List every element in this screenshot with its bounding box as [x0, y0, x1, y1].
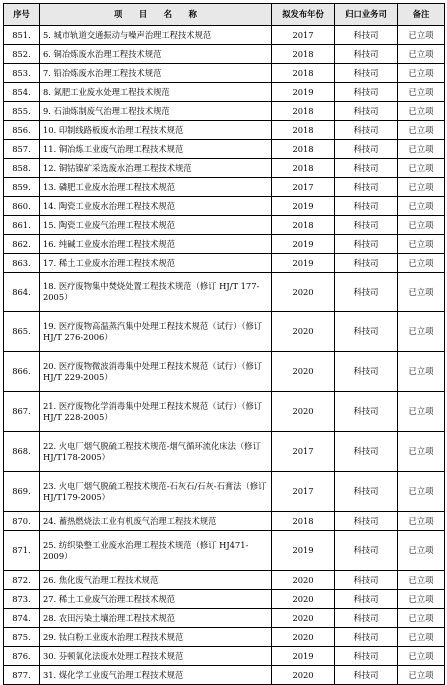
row-no: 868. [4, 432, 40, 472]
row-year: 2018 [272, 512, 335, 531]
row-dept: 科技司 [335, 472, 398, 512]
row-note: 已立项 [398, 140, 445, 159]
table-row [4, 273, 445, 312]
row-name: 13. 磷肥工业废水治理工程技术规范 [40, 178, 272, 197]
row-year: 2017 [272, 178, 335, 197]
row-note: 已立项 [398, 26, 445, 45]
row-dept: 科技司 [335, 197, 398, 216]
row-note: 已立项 [398, 628, 445, 647]
row-year: 2020 [272, 666, 335, 685]
row-note: 已立项 [398, 512, 445, 531]
row-name: 9. 石油炼制废气治理工程技术规范 [40, 102, 272, 121]
table-row [4, 590, 445, 609]
table-row [4, 26, 445, 45]
row-name: 31. 煤化学工业废气治理工程技术规范 [40, 666, 272, 685]
row-dept: 科技司 [335, 45, 398, 64]
row-year: 2017 [272, 472, 335, 512]
row-name: 26. 焦化废气治理工程技术规范 [40, 571, 272, 590]
row-dept: 科技司 [335, 531, 398, 571]
row-name: 29. 钛白粉工业废水治理工程技术规范 [40, 628, 272, 647]
row-dept: 科技司 [335, 432, 398, 472]
row-no: 857. [4, 140, 40, 159]
header-dept: 归口业务司 [335, 4, 398, 26]
row-dept: 科技司 [335, 216, 398, 235]
table-row [4, 197, 445, 216]
table-row [4, 121, 445, 140]
row-no: 861. [4, 216, 40, 235]
table-row [4, 159, 445, 178]
row-no: 854. [4, 83, 40, 102]
table-row [4, 216, 445, 235]
row-name: 27. 稀土工业废气治理工程技术规范 [40, 590, 272, 609]
table-row [4, 531, 445, 571]
table-row [4, 432, 445, 472]
row-year: 2018 [272, 45, 335, 64]
row-dept: 科技司 [335, 392, 398, 432]
row-no: 852. [4, 45, 40, 64]
header-no: 序号 [4, 4, 40, 26]
row-name: 7. 铅冶炼废水治理工程技术规范 [40, 64, 272, 83]
row-note: 已立项 [398, 102, 445, 121]
row-note: 已立项 [398, 235, 445, 254]
row-dept: 科技司 [335, 178, 398, 197]
row-no: 860. [4, 197, 40, 216]
row-year: 2020 [272, 590, 335, 609]
row-no: 851. [4, 26, 40, 45]
row-year: 2020 [272, 392, 335, 432]
header-year: 拟发布年份 [272, 4, 335, 26]
row-year: 2019 [272, 254, 335, 273]
table-row [4, 666, 445, 685]
row-name: 15. 陶瓷工业废气治理工程技术规范 [40, 216, 272, 235]
row-no: 856. [4, 121, 40, 140]
row-no: 858. [4, 159, 40, 178]
table-row [4, 178, 445, 197]
table-row [4, 64, 445, 83]
row-no: 876. [4, 647, 40, 666]
row-note: 已立项 [398, 312, 445, 352]
row-name: 25. 纺织染整工业废水治理工程技术规范（修订 HJ471-2009） [40, 531, 272, 571]
row-name: 17. 稀土工业废水治理工程技术规范 [40, 254, 272, 273]
row-note: 已立项 [398, 216, 445, 235]
row-dept: 科技司 [335, 64, 398, 83]
row-no: 874. [4, 609, 40, 628]
row-no: 877. [4, 666, 40, 685]
row-no: 875. [4, 628, 40, 647]
row-name: 5. 城市轨道交通振动与噪声治理工程技术规范 [40, 26, 272, 45]
row-name: 23. 火电厂烟气脱硫工程技术规范-石灰石/石灰-石膏法（修订 HJ/T179-2005） [40, 472, 272, 512]
row-year: 2018 [272, 216, 335, 235]
row-no: 873. [4, 590, 40, 609]
row-note: 已立项 [398, 45, 445, 64]
row-note: 已立项 [398, 178, 445, 197]
row-name: 21. 医疗废物化学消毒集中处理工程技术规范（试行）（修订 HJ/T 228-2005） [40, 392, 272, 432]
row-name: 28. 农田污染土壤治理工程技术规范 [40, 609, 272, 628]
row-dept: 科技司 [335, 102, 398, 121]
row-note: 已立项 [398, 197, 445, 216]
row-no: 853. [4, 64, 40, 83]
row-dept: 科技司 [335, 159, 398, 178]
row-note: 已立项 [398, 571, 445, 590]
row-note: 已立项 [398, 352, 445, 392]
row-no: 866. [4, 352, 40, 392]
row-dept: 科技司 [335, 590, 398, 609]
row-dept: 科技司 [335, 121, 398, 140]
table-row [4, 628, 445, 647]
table-row [4, 609, 445, 628]
row-dept: 科技司 [335, 235, 398, 254]
row-dept: 科技司 [335, 609, 398, 628]
row-name: 24. 蓄热燃烧法工业有机废气治理工程技术规范 [40, 512, 272, 531]
row-dept: 科技司 [335, 628, 398, 647]
table-row [4, 472, 445, 512]
row-year: 2019 [272, 197, 335, 216]
row-name: 30. 芬顿氧化法废水处理工程技术规范 [40, 647, 272, 666]
row-note: 已立项 [398, 432, 445, 472]
row-dept: 科技司 [335, 571, 398, 590]
row-dept: 科技司 [335, 83, 398, 102]
row-no: 863. [4, 254, 40, 273]
row-note: 已立项 [398, 64, 445, 83]
table-row [4, 140, 445, 159]
row-year: 2017 [272, 26, 335, 45]
row-note: 已立项 [398, 83, 445, 102]
table-row [4, 83, 445, 102]
row-name: 19. 医疗废物高温蒸汽集中处理工程技术规范（试行）（修订 HJ/T 276-2006） [40, 312, 272, 352]
row-year: 2020 [272, 273, 335, 312]
row-year: 2018 [272, 102, 335, 121]
table-row [4, 45, 445, 64]
row-year: 2018 [272, 140, 335, 159]
row-no: 870. [4, 512, 40, 531]
row-note: 已立项 [398, 121, 445, 140]
row-dept: 科技司 [335, 512, 398, 531]
row-name: 16. 纯碱工业废水治理工程技术规范 [40, 235, 272, 254]
row-no: 865. [4, 312, 40, 352]
row-year: 2020 [272, 609, 335, 628]
row-no: 859. [4, 178, 40, 197]
row-name: 8. 氮肥工业废水处理工程技术规范 [40, 83, 272, 102]
row-no: 855. [4, 102, 40, 121]
row-year: 2020 [272, 352, 335, 392]
table-body [4, 26, 445, 685]
row-dept: 科技司 [335, 647, 398, 666]
header-note: 备注 [398, 4, 445, 26]
row-dept: 科技司 [335, 140, 398, 159]
row-dept: 科技司 [335, 254, 398, 273]
row-year: 2020 [272, 628, 335, 647]
row-note: 已立项 [398, 666, 445, 685]
row-dept: 科技司 [335, 666, 398, 685]
row-note: 已立项 [398, 159, 445, 178]
row-name: 6. 铜冶炼废水治理工程技术规范 [40, 45, 272, 64]
table-row [4, 235, 445, 254]
row-note: 已立项 [398, 531, 445, 571]
table-row [4, 647, 445, 666]
row-dept: 科技司 [335, 273, 398, 312]
row-year: 2018 [272, 64, 335, 83]
row-name: 18. 医疗废物集中焚烧处置工程技术规范（修订 HJ/T 177-2005） [40, 273, 272, 312]
row-no: 872. [4, 571, 40, 590]
row-year: 2017 [272, 432, 335, 472]
row-dept: 科技司 [335, 312, 398, 352]
row-name: 11. 铜冶炼工业废气治理工程技术规范 [40, 140, 272, 159]
row-year: 2020 [272, 312, 335, 352]
table-row [4, 102, 445, 121]
row-name: 20. 医疗废物微波消毒集中处理工程技术规范（试行）（修订 HJ/T 229-2005） [40, 352, 272, 392]
row-note: 已立项 [398, 472, 445, 512]
table-row [4, 312, 445, 352]
row-name: 12. 铜钴镍矿采选废水治理工程技术规范 [40, 159, 272, 178]
row-no: 864. [4, 273, 40, 312]
row-name: 22. 火电厂烟气脱硫工程技术规范-烟气循环流化床法（修订 HJ/T178-2005） [40, 432, 272, 472]
row-no: 869. [4, 472, 40, 512]
row-year: 2019 [272, 647, 335, 666]
row-no: 862. [4, 235, 40, 254]
table-row [4, 352, 445, 392]
header-name: 项 目 名 称 [40, 4, 272, 26]
row-year: 2018 [272, 121, 335, 140]
row-name: 14. 陶瓷工业废水治理工程技术规范 [40, 197, 272, 216]
row-year: 2019 [272, 235, 335, 254]
standards-table [3, 3, 445, 685]
row-dept: 科技司 [335, 352, 398, 392]
table-row [4, 571, 445, 590]
row-note: 已立项 [398, 273, 445, 312]
row-note: 已立项 [398, 392, 445, 432]
table-row [4, 512, 445, 531]
row-note: 已立项 [398, 254, 445, 273]
row-note: 已立项 [398, 647, 445, 666]
row-year: 2018 [272, 159, 335, 178]
table-row [4, 392, 445, 432]
row-year: 2020 [272, 571, 335, 590]
row-name: 10. 印制线路板废水治理工程技术规范 [40, 121, 272, 140]
row-year: 2019 [272, 83, 335, 102]
table-header-row [4, 4, 445, 26]
row-note: 已立项 [398, 590, 445, 609]
row-no: 871. [4, 531, 40, 571]
row-dept: 科技司 [335, 26, 398, 45]
row-no: 867. [4, 392, 40, 432]
table-row [4, 254, 445, 273]
row-year: 2019 [272, 531, 335, 571]
row-note: 已立项 [398, 609, 445, 628]
